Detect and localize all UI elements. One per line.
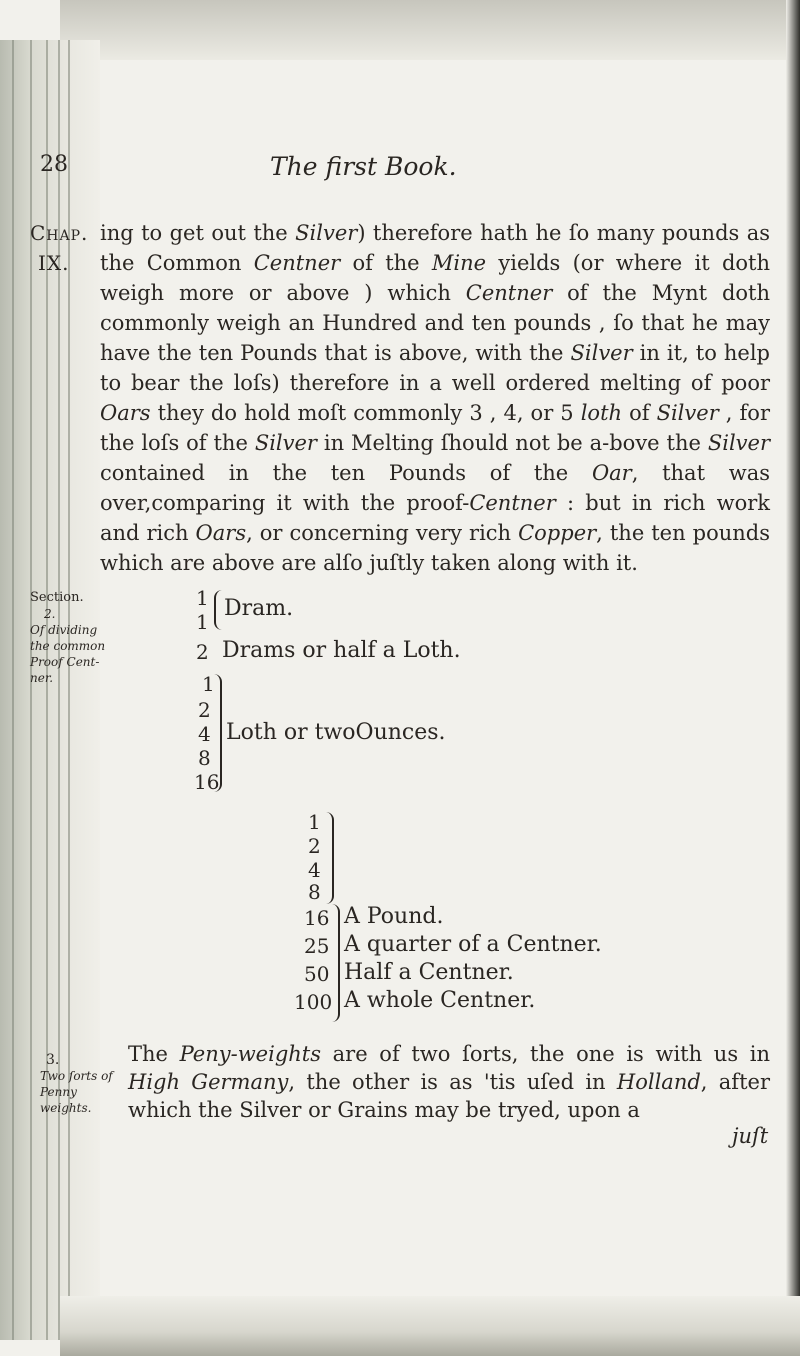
- table-number: 8: [198, 746, 211, 770]
- table-number: 25: [304, 934, 330, 958]
- table-number: 1: [202, 672, 215, 696]
- table-label: Drams or half a Loth.: [222, 638, 461, 663]
- table-number: 1: [308, 810, 321, 834]
- table-number: 16: [304, 906, 330, 930]
- table-number: 8: [308, 880, 321, 904]
- table-number: 2: [308, 834, 321, 858]
- section-number: 2.: [44, 607, 56, 621]
- brace: [330, 904, 340, 1022]
- table-number: 100: [294, 990, 333, 1014]
- table-label: Half a Centner.: [344, 960, 514, 985]
- table-number: 1: [196, 586, 209, 610]
- table-number: 2: [196, 640, 209, 664]
- table-label: A quarter of a Centner.: [344, 932, 602, 957]
- section-note-line: the common: [30, 639, 106, 653]
- section-note-line: Penny: [40, 1085, 77, 1099]
- table-number: 4: [198, 722, 211, 746]
- section-note-line: ner.: [30, 671, 54, 685]
- table-label: Loth or twoOunces.: [226, 720, 446, 745]
- page-top-shadow: [60, 0, 800, 60]
- chapter-word: Chap.: [30, 221, 89, 245]
- section-number: 3.: [46, 1052, 60, 1068]
- brace: [324, 812, 334, 904]
- table-label: Dram.: [224, 596, 294, 621]
- chapter-number: IX.: [38, 251, 70, 275]
- table-label: A Pound.: [344, 904, 444, 929]
- section-word: Section.: [30, 590, 84, 605]
- section-note-line: Of dividing: [30, 623, 98, 637]
- running-title: The first Book.: [270, 152, 457, 181]
- table-number: 1: [196, 610, 209, 634]
- margin-note-section-2: [30, 590, 110, 686]
- brace: [214, 590, 222, 630]
- section-note-line: Two ſorts of: [40, 1069, 113, 1083]
- brace: [212, 674, 222, 792]
- table-number: 16: [194, 770, 220, 794]
- paragraph-text: ing to get out the Silver) therefore hath he ſo many pounds as the Common Centner of the Mine yields (or where it doth weigh more or above ) which Centner of the Mynt doth commonly weigh an Hundred and ten pounds , ſo that he may have the ten Pounds that is above, with the Silver in it, to help to bear the loſs) therefore in a well ordered melting of poor Oars they do hold moſt commonly 3 , 4, or 5 loth of Silver , for the loſs of the Silver in Melting ſhould not be a-bove the Silver contained in the ten Pounds of the Oar, that was over,comparing it with the proof-Centner : but in rich work and rich Oars, or concerning very rich Copper, the ten pounds which are above are alſo juſtly taken along with it.: [100, 221, 771, 575]
- table-number: 2: [198, 698, 211, 722]
- table-label: A whole Centner.: [344, 988, 536, 1013]
- body-paragraph: [100, 218, 770, 578]
- chapter-label: [30, 218, 88, 278]
- page-right-shadow: [786, 0, 800, 1356]
- page-number: 28: [40, 152, 68, 177]
- section-note-line: weights.: [40, 1101, 92, 1115]
- section-note-line: Proof Cent-: [30, 655, 100, 669]
- page-bottom-shadow: [60, 1296, 800, 1356]
- table-number: 50: [304, 962, 330, 986]
- margin-note-section-3: [40, 1052, 120, 1116]
- catchword: juſt: [732, 1124, 769, 1148]
- table-number: 4: [308, 858, 321, 882]
- page-header: [40, 152, 760, 192]
- paragraph-penny-weights: The Peny-weights are of two ſorts, the one is with us in High Germany, the other is as 'tis uſed in Holland, after which the Silver or Grains may be tryed, upon a: [128, 1042, 770, 1122]
